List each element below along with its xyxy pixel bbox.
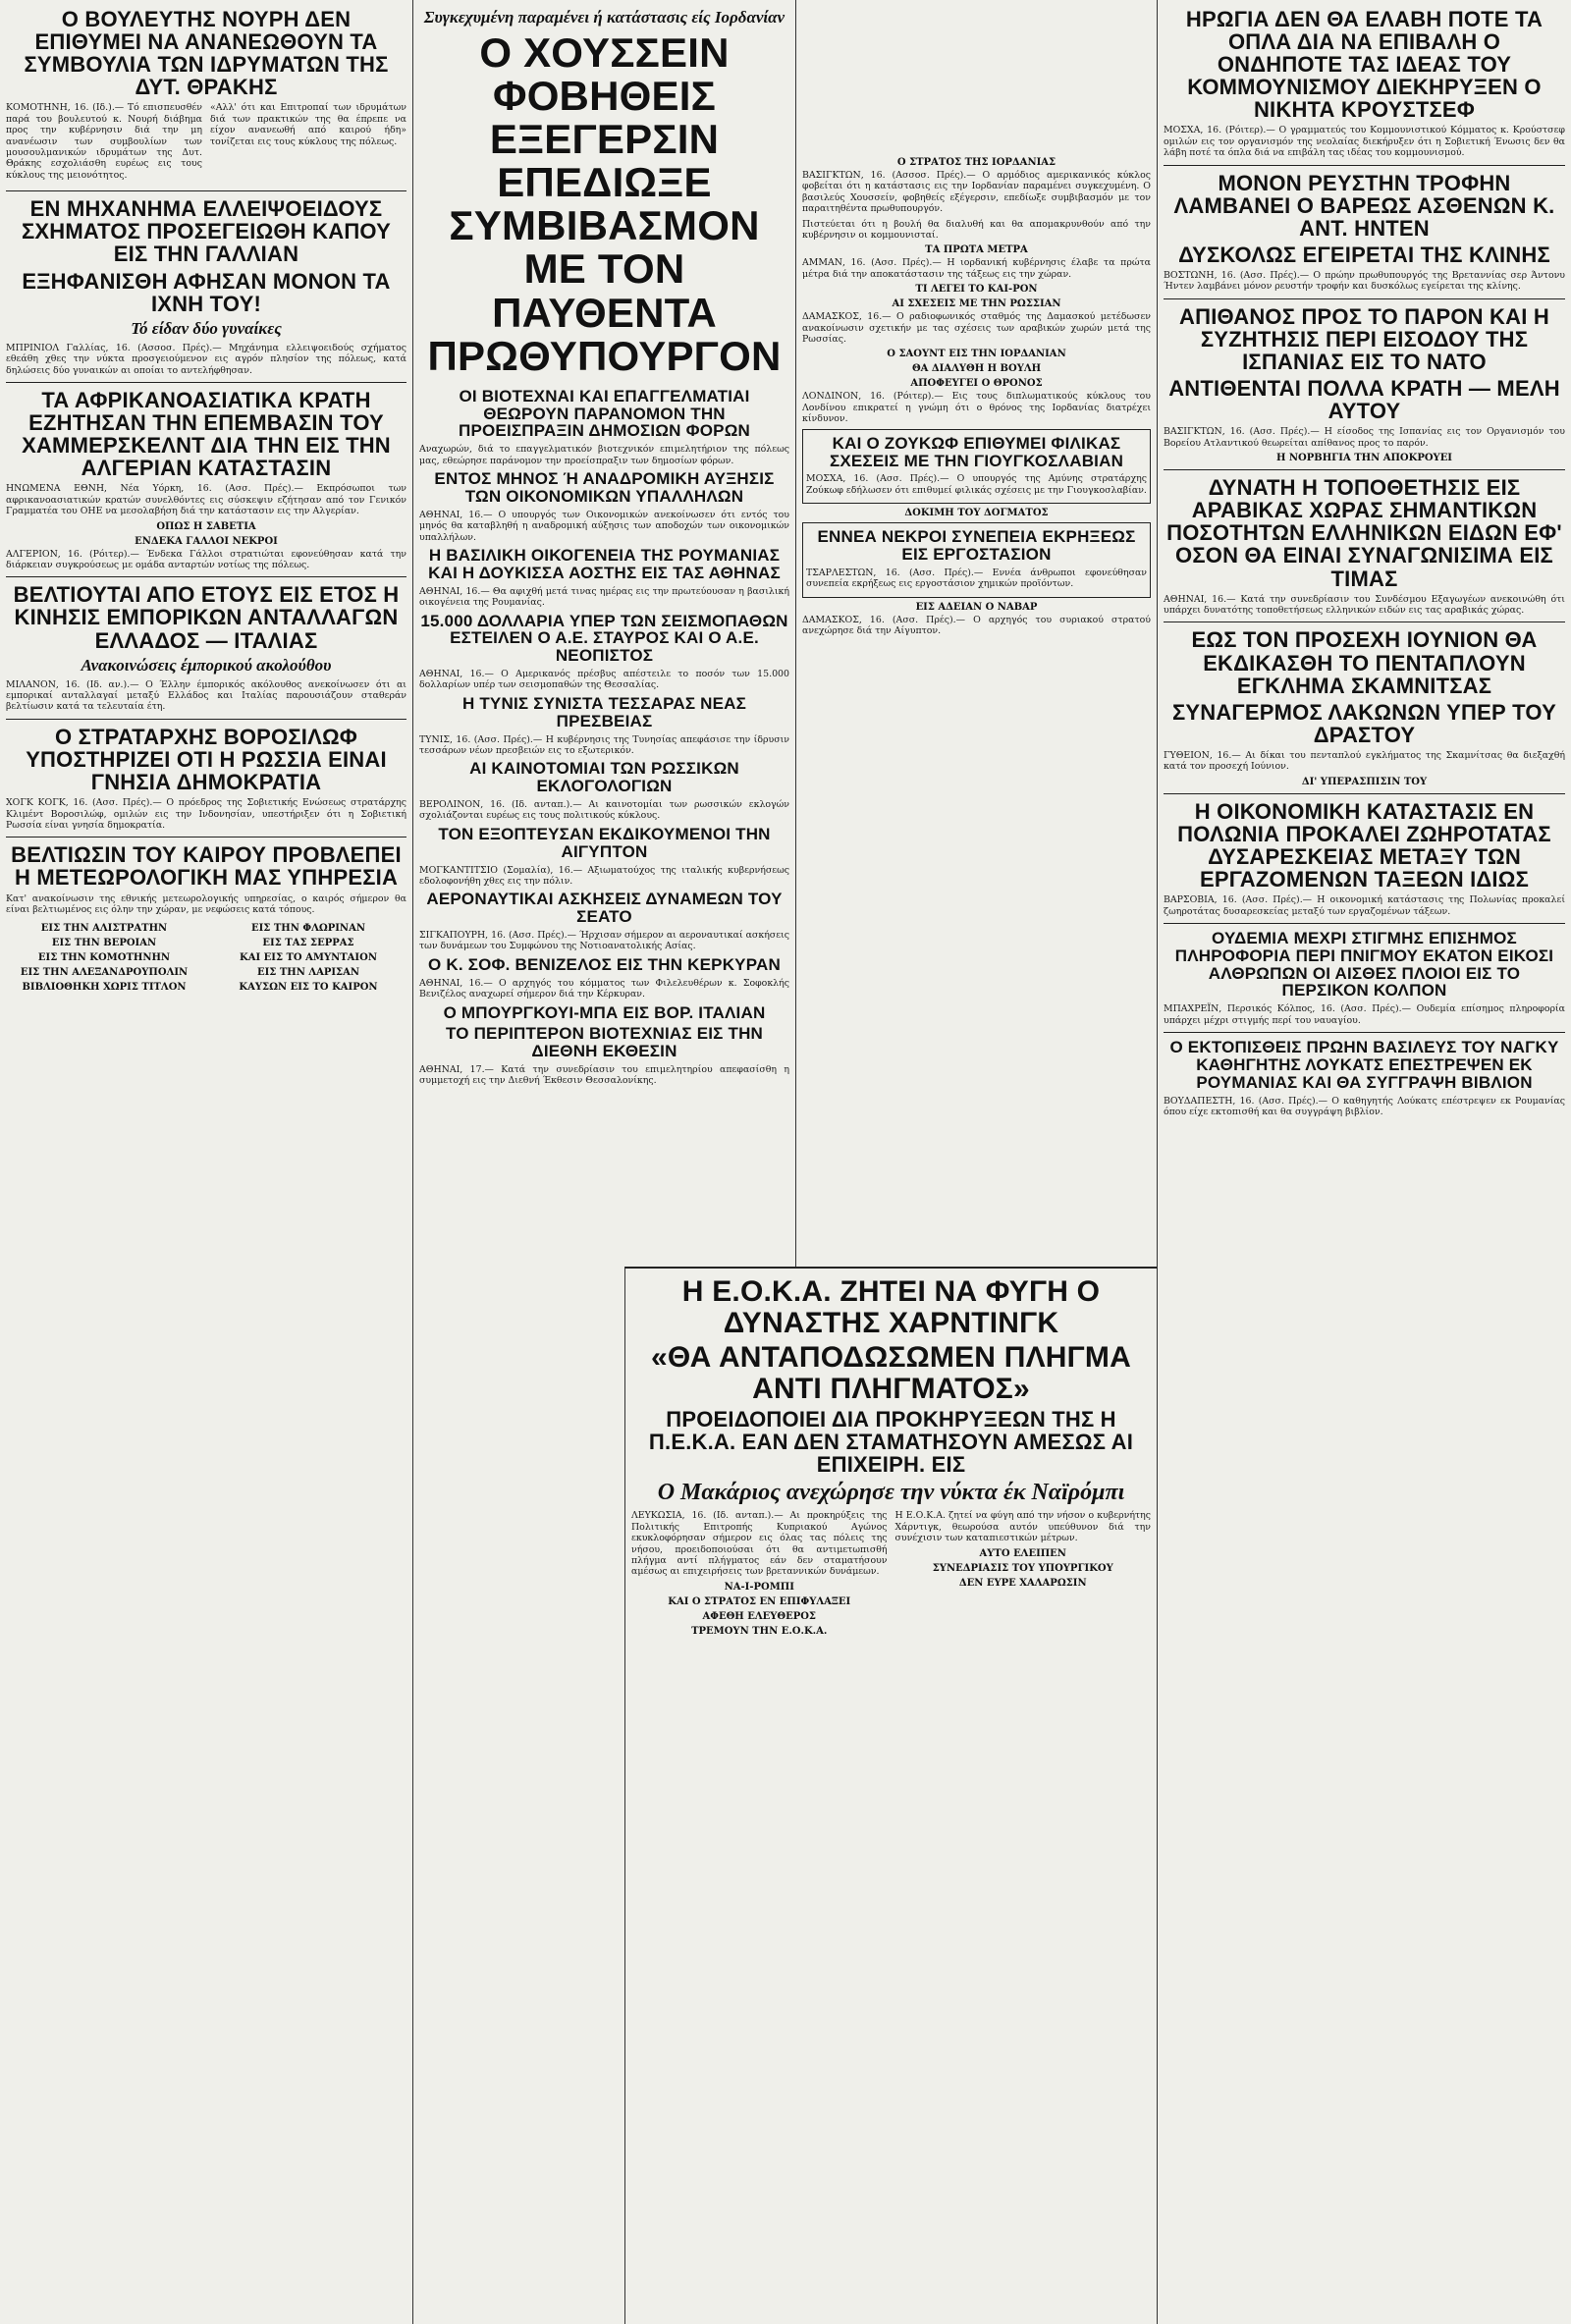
headline: ΑΕΡΟΝΑΥΤΙΚΑΙ ΑΣΚΗΣΕΙΣ ΔΥΝΑΜΕΩΝ ΤΟΥ ΣΕΑΤΟ <box>426 890 783 927</box>
article-text: ΒΟΥΔΑΠΕΣΤΗ, 16. (Ασσ. Πρές).— Ο καθηγητής Λούκατς επέστρεψεν εκ Ρουμανίας όπου είχε εκτοπισθή και θα συγγράψη βιβλίον. <box>1164 1095 1565 1118</box>
section-heading: ΒΙΒΛΙΟΘΗΚΗ ΧΩΡΙΣ ΤΙΤΛΟΝ <box>22 982 187 994</box>
article-text: ΧΟΓΚ ΚΟΓΚ, 16. (Ασσ. Πρές).— Ο πρόεδρος της Σοβιετικής Ενώσεως στρατάρχης Κλιμέντ Βοροσιλώφ, ομιλών εις την Ινδονησίαν, υπεστήριξεν ότι η Σοβιετική Ρωσσία είναι γνησία δημοκρατία. <box>6 797 406 831</box>
section-heading: ΚΑΙ Ο ΣΤΡΑΤΟΣ ΕΝ ΕΠΙΦΥΛΑΞΕΙ <box>668 1595 851 1607</box>
article-text: ΜΠΡΙΝΙΟΛ Γαλλίας, 16. (Ασσοσ. Πρές).— Μηχάνημα ελλειψοειδούς σχήματος εθεάθη χθες την νύκτα προσγειούμενον εις αγρόν πλησίον της πόλεως, κατά δηλώσεις δύο γυναικών αι οποίαι το αντελήφθησαν. <box>6 342 406 376</box>
article-text: Πιστεύεται ότι η βουλή θα διαλυθή και θα απομακρυνθούν από την κυβέρνησιν οι κομμουνισταί. <box>802 218 1151 242</box>
headline: ΒΕΛΤΙΟΥΤΑΙ ΑΠΟ ΕΤΟΥΣ ΕΙΣ ΕΤΟΣ Η ΚΙΝΗΣΙΣ ΕΜΠΟΡΙΚΩΝ ΑΝΤΑΛΛΑΓΩΝ ΕΛΛΑΔΟΣ — ΙΤΑΛΙΑΣ <box>13 582 400 653</box>
divider <box>1164 793 1565 794</box>
section-heading: ΟΠΩΣ Η ΣΑΒΕΤΙΑ <box>156 520 256 532</box>
section-heading: ΕΙΣ ΤΗΝ ΚΟΜΟΤΗΝΗΝ <box>37 952 171 964</box>
section-heading: ΚΑΥΣΩΝ ΕΙΣ ΤΟ ΚΑΙΡΟΝ <box>239 982 378 994</box>
subheadline: Ο Μακάριος ανεχώρησε την νύκτα έκ Ναϊρόμπι <box>657 1480 1125 1506</box>
headline: Η Ε.Ο.Κ.Α. ΖΗΤΕΙ ΝΑ ΦΥΓΗ Ο ΔΥΝΑΣΤΗΣ ΧΑΡΝΤΙΝΓΚ <box>681 1275 1101 1339</box>
headline: Η ΟΙΚΟΝΟΜΙΚΗ ΚΑΤΑΣΤΑΣΙΣ ΕΝ ΠΟΛΩΝΙΑ ΠΡΟΚΑΛΕΙ ΖΩΗΡΟΤΑΤΑΣ ΔΥΣΑΡΕΣΚΕΙΑΣ ΜΕΤΑΞΥ ΤΩΝ ΕΡΓΑΖΟΜΕΝΩΝ ΤΑΞΕΩΝ ΙΔΙΩΣ <box>1177 798 1551 892</box>
section-heading: ΑΦΕΘΗ ΕΛΕΥΘΕΡΟΣ <box>702 1610 816 1622</box>
headline: ΕΝ ΜΗΧΑΝΗΜΑ ΕΛΛΕΙΨΟΕΙΔΟΥΣ ΣΧΗΜΑΤΟΣ ΠΡΟΣΕΓΕΙΩΘΗ ΚΑΠΟΥ ΕΙΣ ΤΗΝ ΓΑΛΛΙΑΝ <box>22 196 391 267</box>
article-columns <box>631 1510 1151 1638</box>
section-heading: ΤΑ ΠΡΩΤΑ ΜΕΤΡΑ <box>925 244 1028 256</box>
subheadline: Τό είδαν δύο γυναίκες <box>131 318 282 338</box>
article-text: ΚΟΜΟΤΗΝΗ, 16. (Ιδ.).— Τό επισπευσθέν παρά του βουλευτού κ. Νουρή διάβημα προς την κυβέρνησιν διά την μη ανανέωσιν των συμβουλίων των μουσουλμανικών ιδρυμάτων της Δυτ. Θράκης εσχολιάσθη ευρέως εις τους κύκλους της μειονότητος. <box>6 102 202 181</box>
article-text: ΑΛΓΕΡΙΟΝ, 16. (Ρόιτερ).— Ένδεκα Γάλλοι στρατιώται εφονεύθησαν κατά την διάρκειαν συγκρούσεως με ομάδα ανταρτών νοτίως της πόλεως. <box>6 548 406 570</box>
weather-reports <box>6 919 406 995</box>
article-text: ΑΘΗΝΑΙ, 16.— Θα αφιχθή μετά τινας ημέρας εις την πρωτεύουσαν η βασιλική οικογένεια της Ρουμανίας. <box>419 585 789 609</box>
divider <box>1164 1032 1565 1033</box>
headline: ΑΠΙΘΑΝΟΣ ΠΡΟΣ ΤΟ ΠΑΡΟΝ ΚΑΙ Η ΣΥΖΗΤΗΣΙΣ ΠΕΡΙ ΕΙΣΟΔΟΥ ΤΗΣ ΙΣΠΑΝΙΑΣ ΕΙΣ ΤΟ ΝΑΤΟ <box>1179 303 1549 375</box>
cyprus-story <box>624 1267 1157 2324</box>
section-heading: ΤΙ ΛΕΓΕΙ ΤΟ ΚΑΙ-ΡΟΝ <box>915 284 1038 296</box>
article-text: ΜΙΛΑΝΟΝ, 16. (Ιδ. αν.).— Ο Έλλην έμπορικός ακόλουθος ανεκοίνωσεν ότι αι εμπορικαί ανταλλαγαί μεταξύ Ελλάδος και Ιταλίας παρουσιάζουν σταθεράν βελτίωσιν κατά τα τελευταία έτη. <box>6 678 406 713</box>
section-heading: ΕΙΣ ΤΗΝ ΑΛΕΞΑΝΔΡΟΥΠΟΛΙΝ <box>20 967 189 979</box>
article-text: «Αλλ' ότι και Επιτροπαί των ιδρυμάτων διά των πρακτικών της θα έπρεπε να είχον ανανεωθή από καιρού ήδη» τονίζεται εις τους κύκλους της πόλεως. <box>210 102 406 147</box>
headline: ΔΥΝΑΤΗ Η ΤΟΠΟΘΕΤΗΣΙΣ ΕΙΣ ΑΡΑΒΙΚΑΣ ΧΩΡΑΣ ΣΗΜΑΝΤΙΚΩΝ ΠΟΣΟΤΗΤΩΝ ΕΛΛΗΝΙΚΩΝ ΕΙΔΩΝ ΕΦ' ΟΣΟΝ ΘΑ ΕΙΝΑΙ ΣΥΝΑΓΩΝΙΣΙΜΑ ΕΙΣ ΤΙΜΑΣ <box>1166 475 1562 591</box>
section-heading: ΑΙ ΣΧΕΣΕΙΣ ΜΕ ΤΗΝ ΡΩΣΣΙΑΝ <box>892 298 1061 310</box>
headline: ΑΝΤΙΘΕΝΤΑΙ ΠΟΛΛΑ ΚΡΑΤΗ — ΜΕΛΗ ΑΥΤΟΥ <box>1168 376 1560 424</box>
headline: ΕΩΣ ΤΟΝ ΠΡΟΣΕΧΗ ΙΟΥΝΙΟΝ ΘΑ ΕΚΔΙΚΑΣΘΗ ΤΟ ΠΕΝΤΑΠΛΟΥΝ ΕΓΚΛΗΜΑ ΣΚΑΜΝΙΤΣΑΣ <box>1191 627 1538 698</box>
section-heading: Η ΝΟΡΒΗΓΙΑ ΤΗΝ ΑΠΟΚΡΟΥΕΙ <box>1275 453 1452 464</box>
section-heading: ΕΙΣ ΤΗΝ ΑΛΙΣΤΡΑΤΗΝ <box>40 923 168 935</box>
divider <box>1164 469 1565 470</box>
headline: Ο Κ. ΣΟΦ. ΒΕΝΙΖΕΛΟΣ ΕΙΣ ΤΗΝ ΚΕΡΚΥΡΑΝ <box>428 954 781 974</box>
section-heading: ΘΑ ΔΙΑΛΥΘΗ Η ΒΟΥΛΗ <box>911 363 1042 375</box>
divider <box>1164 298 1565 299</box>
divider <box>1164 923 1565 924</box>
headline: Ο ΜΠΟΥΡΓΚΟΥΙ-ΜΠΑ ΕΙΣ ΒΟΡ. ΙΤΑΛΙΑΝ <box>443 1002 766 1022</box>
headline: ΕΞΗΦΑΝΙΣΘΗ ΑΦΗΣΑΝ ΜΟΝΟΝ ΤΑ ΙΧΝΗ ΤΟΥ! <box>22 268 391 316</box>
article-text: ΔΑΜΑΣΚΟΣ, 16.— Ο ραδιοφωνικός σταθμός της Δαμασκού μετέδωσεν ανακοίνωσιν σχετικήν με τας σχέσεις των αραβικών χωρών μετά της Ρωσσίας. <box>802 311 1151 346</box>
headline: Η ΒΑΣΙΛΙΚΗ ΟΙΚΟΓΕΝΕΙΑ ΤΗΣ ΡΟΥΜΑΝΙΑΣ ΚΑΙ Η ΔΟΥΚΙΣΣΑ ΑΟΣΤΗΣ ΕΙΣ ΤΑΣ ΑΘΗΝΑΣ <box>428 546 781 582</box>
headline: ΔΥΣΚΟΛΩΣ ΕΓΕΙΡΕΤΑΙ ΤΗΣ ΚΛΙΝΗΣ <box>1178 242 1550 267</box>
headline: ΕΝΝΕΑ ΝΕΚΡΟΙ ΣΥΝΕΠΕΙΑ ΕΚΡΗΞΕΩΣ ΕΙΣ ΕΡΓΟΣΤΑΣΙΟΝ <box>817 527 1136 565</box>
article-text: ΤΥΝΙΣ, 16. (Ασσ. Πρές).— Η κυβέρνησις της Τυνησίας απεφάσισε την ίδρυσιν τεσσάρων νέων πρεσβειών εις το εξωτερικόν. <box>419 733 789 756</box>
headline: 15.000 ΔΟΛΛΑΡΙΑ ΥΠΕΡ ΤΩΝ ΣΕΙΣΜΟΠΑΘΩΝ ΕΣΤΕΙΛΕΝ Ο Α.Ε. ΣΤΑΥΡΟΣ ΚΑΙ Ο Α.Ε. ΝΕΟΠΙΣΤΟΣ <box>420 611 788 666</box>
section-heading: Ο ΣΤΡΑΤΟΣ ΤΗΣ ΙΟΡΔΑΝΙΑΣ <box>896 157 1056 168</box>
article-columns <box>419 386 789 1091</box>
boxed-article <box>802 429 1151 505</box>
headline: Ο ΕΚΤΟΠΙΣΘΕΙΣ ΠΡΩΗΝ ΒΑΣΙΛΕΥΣ ΤΟΥ ΝΑΓΚΥ ΚΑΘΗΓΗΤΗΣ ΛΟΥΚΑΤΣ ΕΠΕΣΤΡΕΨΕΝ ΕΚ ΡΟΥΜΑΝΙΑΣ ΚΑΙ ΘΑ ΣΥΓΓΡΑΨΗ ΒΙΒΛΙΟΝ <box>1169 1038 1559 1092</box>
article-body <box>6 102 406 185</box>
headline: ΗΡΩΓΙΑ ΔΕΝ ΘΑ ΕΛΑΒΗ ΠΟΤΕ ΤΑ ΟΠΛΑ ΔΙΑ ΝΑ ΕΠΙΒΑΛΗ Ο ΟΝΔΗΠΟΤΕ ΤΑΣ ΙΔΕΑΣ ΤΟΥ ΚΟΜΜΟΥΝΙΣΜΟΥ ΔΙΕΚΗΡΥΞΕΝ Ο ΝΙΚΗΤΑ ΚΡΟΥΣΤΣΕΦ <box>1185 7 1544 123</box>
section-heading: ΕΝΔΕΚΑ ΓΑΛΛΟΙ ΝΕΚΡΟΙ <box>135 535 278 547</box>
headline: ΚΑΙ Ο ΖΟΥΚΩΦ ΕΠΙΘΥΜΕΙ ΦΙΛΙΚΑΣ ΣΧΕΣΕΙΣ ΜΕ ΤΗΝ ΓΙΟΥΓΚΟΣΛΑΒΙΑΝ <box>829 433 1124 470</box>
section-heading: ΕΙΣ ΤΗΝ ΒΕΡΟΙΑΝ <box>51 938 157 949</box>
headline: ΤΟΝ ΕΞΟΠΤΕΥΣΑΝ ΕΚΔΙΚΟΥΜΕΝΟΙ ΤΗΝ ΑΙΓΥΠΤΟΝ <box>438 824 771 861</box>
headline: ΒΕΛΤΙΩΣΙΝ ΤΟΥ ΚΑΙΡΟΥ ΠΡΟΒΛΕΠΕΙ Η ΜΕΤΕΩΡΟΛΟΓΙΚΗ ΜΑΣ ΥΠΗΡΕΣΙΑ <box>11 842 402 891</box>
article-text: ΤΣΑΡΛΕΣΤΩΝ, 16. (Ασσ. Πρές).— Εννέα άνθρωποι εφονεύθησαν συνεπεία εκρήξεως εις εργοστάσιον χημικών προϊόντων. <box>806 567 1147 590</box>
divider <box>6 382 406 383</box>
section-heading: ΕΙΣ ΤΗΝ ΦΛΩΡΙΝΑΝ <box>251 923 365 935</box>
article-text: ΔΑΜΑΣΚΟΣ, 16. (Ασσ. Πρές).— Ο αρχηγός του συριακού στρατού ανεχώρησε διά την Αίγυπτον. <box>802 614 1151 637</box>
section-heading: ΣΥΝΕΔΡΙΑΣΙΣ ΤΟΥ ΥΠΟΥΡΓΙΚΟΥ <box>932 1562 1113 1574</box>
article-text: ΑΘΗΝΑΙ, 16.— Κατά την συνεδρίασιν του Συνδέσμου Εξαγωγέων ανεκοινώθη ότι υπάρχει δυνατότης τοποθετήσεως ελληνικών ειδών εις τας αραβικάς χώρας. <box>1164 593 1565 617</box>
article-text: ΒΑΣΙΓΚΤΩΝ, 16. (Ασσοσ. Πρές).— Ο αρμόδιος αμερικανικός κύκλος φοβείται ότι η κατάστασις εις την Ιορδανίαν παραμένει συγκεχυμένη. Ο βασιλεύς Χουσσείν, φοβηθείς εξέγερσιν, επεδίωξε συμβιβασμόν με τον παραιτηθέντα πρωθυπουργόν. <box>802 170 1151 215</box>
section-heading: ΕΙΣ ΤΗΝ ΛΑΡΙΣΑΝ <box>256 967 360 979</box>
headline: ΟΥΔΕΜΙΑ ΜΕΧΡΙ ΣΤΙΓΜΗΣ ΕΠΙΣΗΜΟΣ ΠΛΗΡΟΦΟΡΙΑ ΠΕΡΙ ΠΝΙΓΜΟΥ ΕΚΑΤΟΝ ΕΙΚΟΣΙ ΑΛΘΡΩΠΩΝ ΟΙ ΑΙΣΘΕΣ ΠΛΟΙΟΙ ΕΙΣ ΤΟ ΠΕΡΣΙΚΟΝ ΚΟΛΠΟΝ <box>1174 928 1554 1000</box>
section-heading: ΑΥΤΟ ΕΛΕΙΠΕΝ <box>979 1547 1066 1559</box>
headline: Ο ΣΤΡΑΤΑΡΧΗΣ ΒΟΡΟΣΙΛΩΦ ΥΠΟΣΤΗΡΙΖΕΙ ΟΤΙ Η ΡΩΣΣΙΑ ΕΙΝΑΙ ΓΝΗΣΙΑ ΔΗΜΟΚΡΑΤΙΑ <box>26 724 387 794</box>
section-heading: ΤΡΕΜΟΥΝ ΤΗΝ Ε.Ο.Κ.Α. <box>691 1625 828 1637</box>
article-text: Κατ' ανακοίνωσιν της εθνικής μετεωρολογικής υπηρεσίας, ο καιρός σήμερον θα είναι βελτιωμένος εις όλην την χώραν, με νεφώσεις κατά τόπους. <box>6 892 406 915</box>
article-text: ΑΘΗΝΑΙ, 16.— Ο Αμερικανός πρέσβυς απέστειλε το ποσόν των 15.000 δολλαρίων υπέρ των σεισμοπαθών της Θεσσαλίας. <box>419 669 789 691</box>
article-text: ΑΜΜΑΝ, 16. (Ασσ. Πρές).— Η ιορδανική κυβέρνησις έλαβε τα πρώτα μέτρα διά την αποκατάστασιν της τάξεως εις την χώραν. <box>802 257 1151 280</box>
headline: ΜΟΝΟΝ ΡΕΥΣΤΗΝ ΤΡΟΦΗΝ ΛΑΜΒΑΝΕΙ Ο ΒΑΡΕΩΣ ΑΣΘΕΝΩΝ Κ. ΑΝΤ. ΗΝΤΕΝ <box>1173 170 1555 241</box>
article-text: ΒΕΡΟΛΙΝΟΝ, 16. (Ιδ. ανταπ.).— Αι καινοτομίαι των ρωσσικών εκλογών σχολιάζονται ευρέως εις τους πολιτικούς κύκλους. <box>419 799 789 822</box>
headline: Ο ΒΟΥΛΕΥΤΗΣ ΝΟΥΡΗ ΔΕΝ ΕΠΙΘΥΜΕΙ ΝΑ ΑΝΑΝΕΩΘΟΥΝ ΤΑ ΣΥΜΒΟΥΛΙΑ ΤΩΝ ΙΔΡΥΜΑΤΩΝ ΤΗΣ ΔΥΤ. ΘΡΑΚΗΣ <box>24 7 389 100</box>
article-text: ΛΟΝΔΙΝΟΝ, 16. (Ρόιτερ).— Εις τους διπλωματικούς κύκλους του Λονδίνου επικρατεί η γνώμη ότι ο θρόνος της Ιορδανίας διατρέχει κίνδυνον. <box>802 391 1151 425</box>
article-text: ΒΟΣΤΩΝΗ, 16. (Ασσ. Πρές).— Ο πρώην πρωθυπουργός της Βρεταννίας σερ Άντονυ Ήντεν λαμβάνει μόνον ρευστήν τροφήν και δυσκόλως εγείρεται της κλίνης. <box>1164 270 1565 293</box>
article-text: ΛΕΥΚΩΣΙΑ, 16. (Ιδ. ανταπ.).— Αι προκηρύξεις της Πολιτικής Επιτροπής Κυπριακού Αγώνος εκυκλοφόρησαν σήμερον εις όλας τας πόλεις της νήσου, προειδοποιούσαι ότι θα αντιμετωπισθή πλήγμα αντί πλήγματος εάν δεν σταματήσουν αμέσως αι επιχειρήσεις των βρεταννικών δυνάμεων. <box>631 1510 888 1578</box>
headline: ΤΑ ΑΦΡΙΚΑΝΟΑΣΙΑΤΙΚΑ ΚΡΑΤΗ ΕΖΗΤΗΣΑΝ ΤΗΝ ΕΠΕΜΒΑΣΙΝ ΤΟΥ ΧΑΜΜΕΡΣΚΕΛΝΤ ΔΙΑ ΤΗΝ ΕΙΣ ΤΗΝ ΑΛΓΕΡΙΑΝ ΚΑΤΑΣΤΑΣΙΝ <box>22 387 391 481</box>
headline: ΤΟ ΠΕΡΙΠΤΕΡΟΝ ΒΙΟΤΕΧΝΙΑΣ ΕΙΣ ΤΗΝ ΔΙΕΘΝΗ ΕΚΘΕΣΙΝ <box>445 1024 764 1061</box>
boxed-article <box>802 522 1151 598</box>
divider <box>6 719 406 720</box>
divider <box>6 190 406 191</box>
article-text: Αναχωρών, διά το επαγγελματικόν βιοτεχνικόν επιμελητήριον της πόλεως μας, εθεώρησε παράνομον την προείσπραξιν των δημοσίων φόρων. <box>419 444 789 466</box>
headline: «ΘΑ ΑΝΤΑΠΟΔΩΣΩΜΕΝ ΠΛΗΓΜΑ ΑΝΤΙ ΠΛΗΓΜΑΤΟΣ» <box>651 1341 1131 1405</box>
headline: Η ΤΥΝΙΣ ΣΥΝΙΣΤΑ ΤΕΣΣΑΡΑΣ ΝΕΑΣ ΠΡΕΣΒΕΙΑΣ <box>461 693 747 730</box>
article-text: ΗΝΩΜΕΝΑ ΕΘΝΗ, Νέα Υόρκη, 16. (Ασσ. Πρές).— Εκπρόσωποι των αφρικανοασιατικών κρατών συνελθόντες εις σύσκεψιν εζήτησαν από τον Γενικόν Γραμματέα του ΟΗΕ να μεσολαβήση διά την κατάστασιν εις την Αλγερίαν. <box>6 483 406 517</box>
article-text: ΜΟΣΧΑ, 16. (Ρόιτερ).— Ο γραμματεύς του Κομμουνιστικού Κόμματος κ. Κρούστσεφ ομιλών εις τον οργανισμόν της νεολαίας διεκήρυξεν ότι η Σοβιετική Ένωσις δεν θα λάβη ποτέ τα όπλα διά να επιβάλη τας ιδέας του κομμουνισμού. <box>1164 125 1565 159</box>
divider <box>1164 165 1565 166</box>
section-heading: ΑΠΟΦΕΥΓΕΙ Ο ΘΡΟΝΟΣ <box>910 378 1043 390</box>
headline: ΣΥΝΑΓΕΡΜΟΣ ΛΑΚΩΝΩΝ ΥΠΕΡ ΤΟΥ ΔΡΑΣΤΟΥ <box>1171 699 1556 747</box>
article-text: ΒΑΣΙΓΚΤΩΝ, 16. (Ασσ. Πρές).— Η είσοδος της Ισπανίας εις τον Οργανισμόν του Βορείου Ατλαντικού θεωρείται απίθανος προς το παρόν. <box>1164 426 1565 449</box>
section-heading: ΝΑ-Ι-ΡΟΜΠΙ <box>724 1581 794 1593</box>
headline: ΟΙ ΒΙΟΤΕΧΝΑΙ ΚΑΙ ΕΠΑΓΓΕΛΜΑΤΙΑΙ ΘΕΩΡΟΥΝ ΠΑΡΑΝΟΜΟΝ ΤΗΝ ΠΡΟΕΙΣΠΡΑΞΙΝ ΔΗΜΟΣΙΩΝ ΦΟΡΩΝ <box>458 386 751 441</box>
section-heading: ΔΕΝ ΕΥΡΕ ΧΑΛΑΡΩΣΙΝ <box>958 1577 1087 1589</box>
column-left <box>0 0 412 2324</box>
divider <box>6 576 406 577</box>
article-text: ΑΘΗΝΑΙ, 16.— Ο αρχηγός του κόμματος των Φιλελευθέρων κ. Σοφοκλής Βενιζέλος αναχωρεί σήμερον διά την Κέρκυραν. <box>419 977 789 1000</box>
section-heading: ΔΙ' ΥΠΕΡΑΣΠΙΣΙΝ ΤΟΥ <box>1301 776 1428 787</box>
section-heading: ΚΑΙ ΕΙΣ ΤΟ ΑΜΥΝΤΑΙΟΝ <box>240 952 377 964</box>
section-heading: ΕΙΣ ΤΑΣ ΣΕΡΡΑΣ <box>262 938 354 949</box>
section-heading: Ο ΣΑΟΥΝΤ ΕΙΣ ΤΗΝ ΙΟΡΔΑΝΙΑΝ <box>887 349 1066 360</box>
article-text: ΓΥΘΕΙΟΝ, 16.— Αι δίκαι του πενταπλού εγκλήματος της Σκαμνίτσας θα διεξαχθή κατά τον προσεχή Ιούνιον. <box>1164 749 1565 773</box>
article-text: ΜΟΓΚΑΝΤΙΤΣΙΟ (Σομαλία), 16.— Αξιωματούχος της ιταλικής κυβερνήσεως εδολοφονήθη χθες εις την πόλιν. <box>419 864 789 887</box>
section-heading: ΕΙΣ ΑΔΕΙΑΝ Ο ΝΑΒΑΡ <box>915 601 1038 613</box>
article-text: ΑΘΗΝΑΙ, 16.— Ο υπουργός των Οικονομικών ανεκοίνωσεν ότι εντός του μηνός θα καταβληθή η αναδρομική αύξησις των αποδοχών των οικονομικών υπαλλήλων. <box>419 509 789 543</box>
article-text: ΜΠΑΧΡΕΪΝ, Περσικός Κόλπος, 16. (Ασσ. Πρές).— Ουδεμία επίσημος πληροφορία υπάρχει μέχρι στιγμής περί του ναυαγίου. <box>1164 1003 1565 1026</box>
subheadline: Ανακοινώσεις έμπορικού ακολούθου <box>81 655 332 675</box>
article-text: ΜΟΣΧΑ, 16. (Ασσ. Πρές).— Ο υπουργός της Αμύνης στρατάρχης Ζούκωφ εδήλωσεν ότι επιθυμεί φιλικάς σχέσεις με την Γιουγκοσλαβίαν. <box>806 473 1147 496</box>
article-text: ΑΘΗΝΑΙ, 17.— Κατά την συνεδρίασιν του επιμελητηρίου απεφασίσθη η συμμετοχή εις την Διεθνή Έκθεσιν Θεσσαλονίκης. <box>419 1064 789 1087</box>
article-text: ΒΑΡΣΟΒΙΑ, 16. (Ασσ. Πρές).— Η οικονομική κατάστασις της Πολωνίας προκαλεί ζωηροτάτας δυσαρεσκείας μεταξύ των εργαζομένων τάξεων. <box>1164 894 1565 917</box>
article-text: Η Ε.Ο.Κ.Α. ζητεί να φύγη από την νήσον ο κυβερνήτης Χάρντιγκ, θεωρούσα αυτόν υπεύθυνον διά την συνέχισιν των καταπιεστικών μέτρων. <box>894 1510 1151 1544</box>
headline: ΠΡΟΕΙΔΟΠΟΙΕΙ ΔΙΑ ΠΡΟΚΗΡΥΞΕΩΝ ΤΗΣ Η Π.Ε.Κ.Α. ΕΑΝ ΔΕΝ ΣΤΑΜΑΤΗΣΟΥΝ ΑΜΕΣΩΣ ΑΙ ΕΠΙΧΕΙΡΗ. ΕΙΣ <box>648 1407 1134 1478</box>
kicker: Συγκεχυμένη παραμένει ή κατάστασις είς Ιορδανίαν <box>423 8 786 27</box>
section-heading: ΔΟΚΙΜΗ ΤΟΥ ΔΟΓΜΑΤΟΣ <box>904 508 1049 519</box>
column-right <box>1158 0 1571 2324</box>
headline: ΑΙ ΚΑΙΝΟΤΟΜΙΑΙ ΤΩΝ ΡΩΣΣΙΚΩΝ ΕΚΛΟΓΟΛΟΓΙΩΝ <box>469 759 739 796</box>
headline: ΕΝΤΟΣ ΜΗΝΟΣ Ή ΑΝΑΔΡΟΜΙΚΗ ΑΥΞΗΣΙΣ ΤΩΝ ΟΙΚΟΝΟΜΙΚΩΝ ΥΠΑΛΛΗΛΩΝ <box>434 469 775 506</box>
article-text: ΣΙΓΚΑΠΟΥΡΗ, 16. (Ασσ. Πρές).— Ήρχισαν σήμερον αι αεροναυτικαί ασκήσεις των δυνάμεων του Συμφώνου της Νοτιοανατολικής Ασίας. <box>419 930 789 952</box>
divider <box>6 837 406 838</box>
main-headline: Ο ΧΟΥΣΣΕΙΝ ΦΟΒΗΘΕΙΣ ΕΞΕΓΕΡΣΙΝ ΕΠΕΔΙΩΞΕ ΣΥΜΒΙΒΑΣΜΟΝ ΜΕ ΤΟΝ ΠΑΥΘΕΝΤΑ ΠΡΩΘΥΠΟΥΡΓΟΝ <box>427 29 782 379</box>
